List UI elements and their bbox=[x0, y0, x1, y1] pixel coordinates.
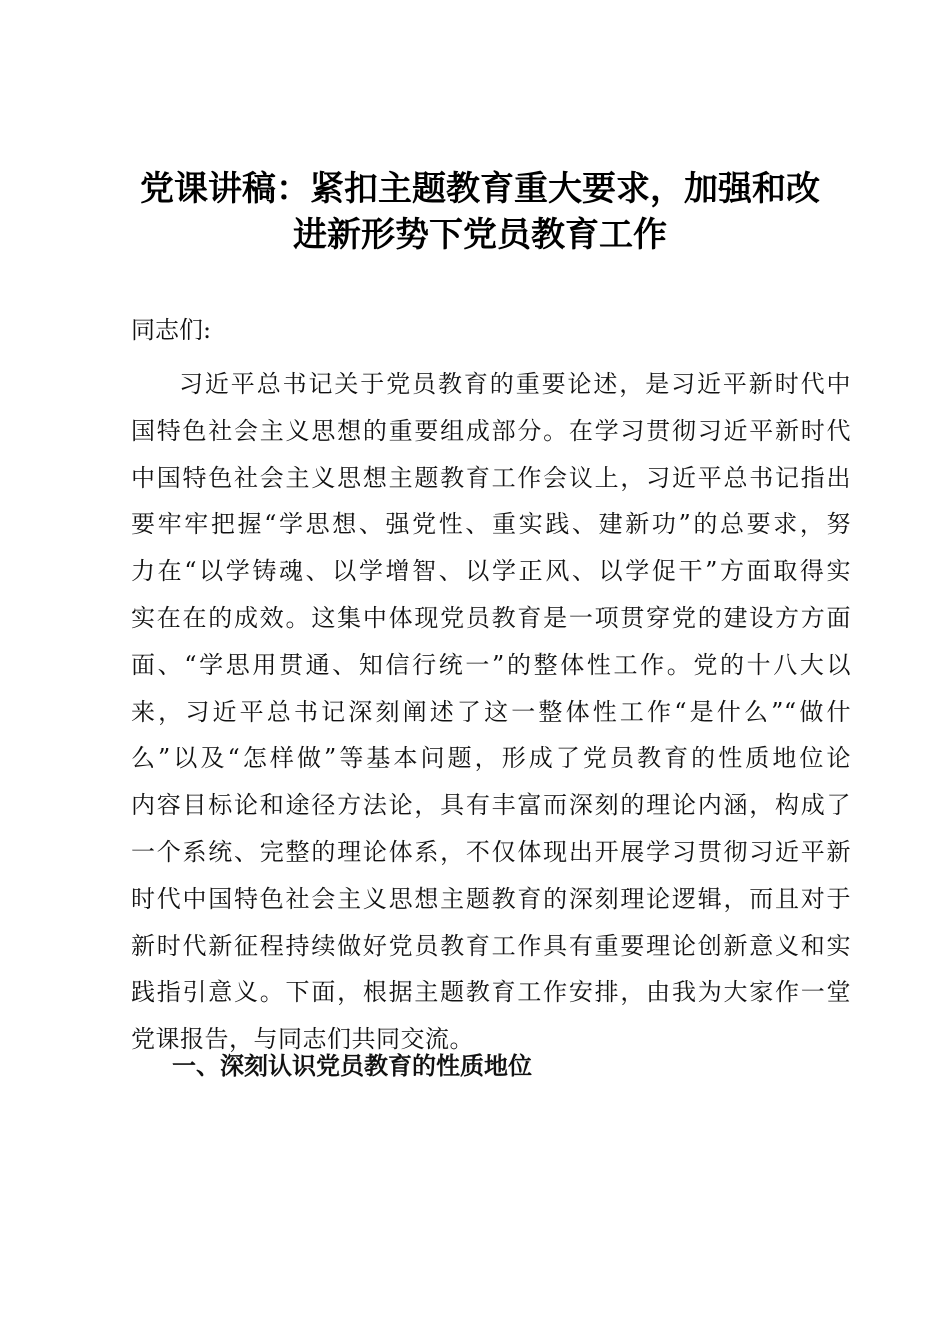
body-paragraph bbox=[131, 361, 851, 1063]
paragraph-line: 一个系统、完整的理论体系，不仅体现出开展学习贯彻习近平新 bbox=[131, 837, 851, 866]
paragraph-line: 么”以及“怎样做”等基本问题，形成了党员教育的性质地位论 bbox=[131, 744, 851, 773]
paragraph-line: 力在“以学铸魂、以学增智、以学正风、以学促干”方面取得实 bbox=[131, 557, 851, 586]
paragraph-line: 实在在的成效。这集中体现党员教育是一项贯穿党的建设方方面 bbox=[131, 603, 851, 632]
paragraph-line: 习近平总书记关于党员教育的重要论述，是习近平新时代中 bbox=[179, 370, 851, 398]
paragraph-line: 新时代新征程持续做好党员教育工作具有重要理论创新意义和实 bbox=[131, 931, 851, 960]
title-line-1: 党课讲稿：紧扣主题教育重大要求，加强和改 bbox=[140, 169, 820, 209]
paragraph-line: 国特色社会主义思想的重要组成部分。在学习贯彻习近平新时代 bbox=[131, 416, 851, 445]
paragraph-line: 中国特色社会主义思想主题教育工作会议上，习近平总书记指出 bbox=[131, 463, 851, 492]
paragraph-line: 来，习近平总书记深刻阐述了这一整体性工作“是什么”“做什 bbox=[131, 697, 851, 726]
paragraph-line: 要牢牢把握“学思想、强党性、重实践、建新功”的总要求，努 bbox=[131, 510, 851, 539]
document-title bbox=[100, 166, 860, 258]
paragraph-line: 面、“学思用贯通、知信行统一”的整体性工作。党的十八大以 bbox=[131, 650, 851, 679]
greeting: 同志们: bbox=[131, 316, 212, 344]
title-line-2: 进新形势下党员教育工作 bbox=[293, 215, 667, 255]
paragraph-line: 践指引意义。下面，根据主题教育工作安排，由我为大家作一堂 bbox=[131, 978, 851, 1007]
paragraph-line: 时代中国特色社会主义思想主题教育的深刻理论逻辑，而且对于 bbox=[131, 884, 851, 913]
paragraph-line: 党课报告，与同志们共同交流。 bbox=[131, 1025, 474, 1054]
section-heading: 一、深刻认识党员教育的性质地位 bbox=[172, 1052, 532, 1080]
paragraph-line: 内容目标论和途径方法论，具有丰富而深刻的理论内涵，构成了 bbox=[131, 791, 851, 820]
